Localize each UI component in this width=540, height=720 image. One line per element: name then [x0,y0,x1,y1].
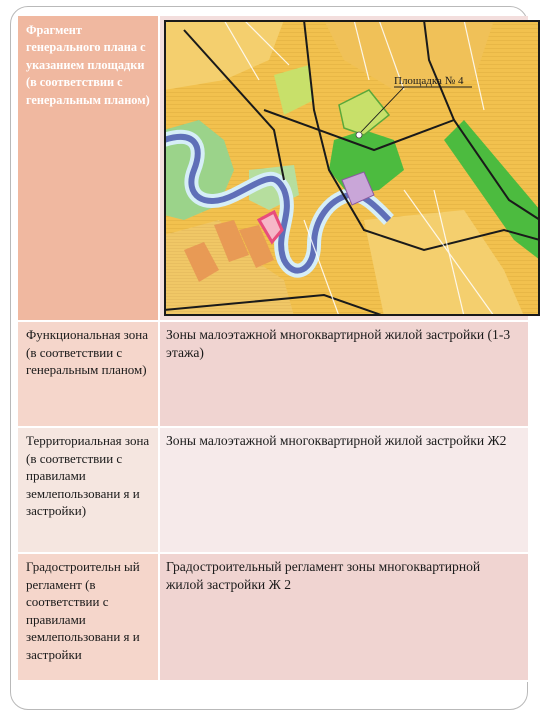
row-label: Фрагмент генерального плана с указанием площадки (в соответствии с генеральным планом) [18,16,159,321]
general-plan-map [164,20,540,316]
table-row [18,321,528,427]
site-marker [356,132,362,138]
row-value: Зоны малоэтажной многоквартирной жилой застройки Ж2 [159,427,528,553]
map-graphic [164,20,540,316]
table-row [18,553,528,681]
row-label: Градостроительн ый регламент (в соответствии с правилами землепользовани я и застройки [18,553,159,681]
row-label: Функциональная зона (в соответствии с генеральным планом) [18,321,159,427]
row-value: Зоны малоэтажной многоквартирной жилой застройки (1-3 этажа) [159,321,528,427]
map-cell [159,16,528,321]
info-table [18,16,528,682]
row-label: Территориальная зона (в соответствии с правилами землепользовани я и застройки) [18,427,159,553]
table-row [18,427,528,553]
site-callout-label: Площадка № 4 [394,75,464,87]
row-value: Градостроительный регламент зоны многоквартирной жилой застройки Ж 2 [159,553,528,681]
table-row [18,16,528,321]
